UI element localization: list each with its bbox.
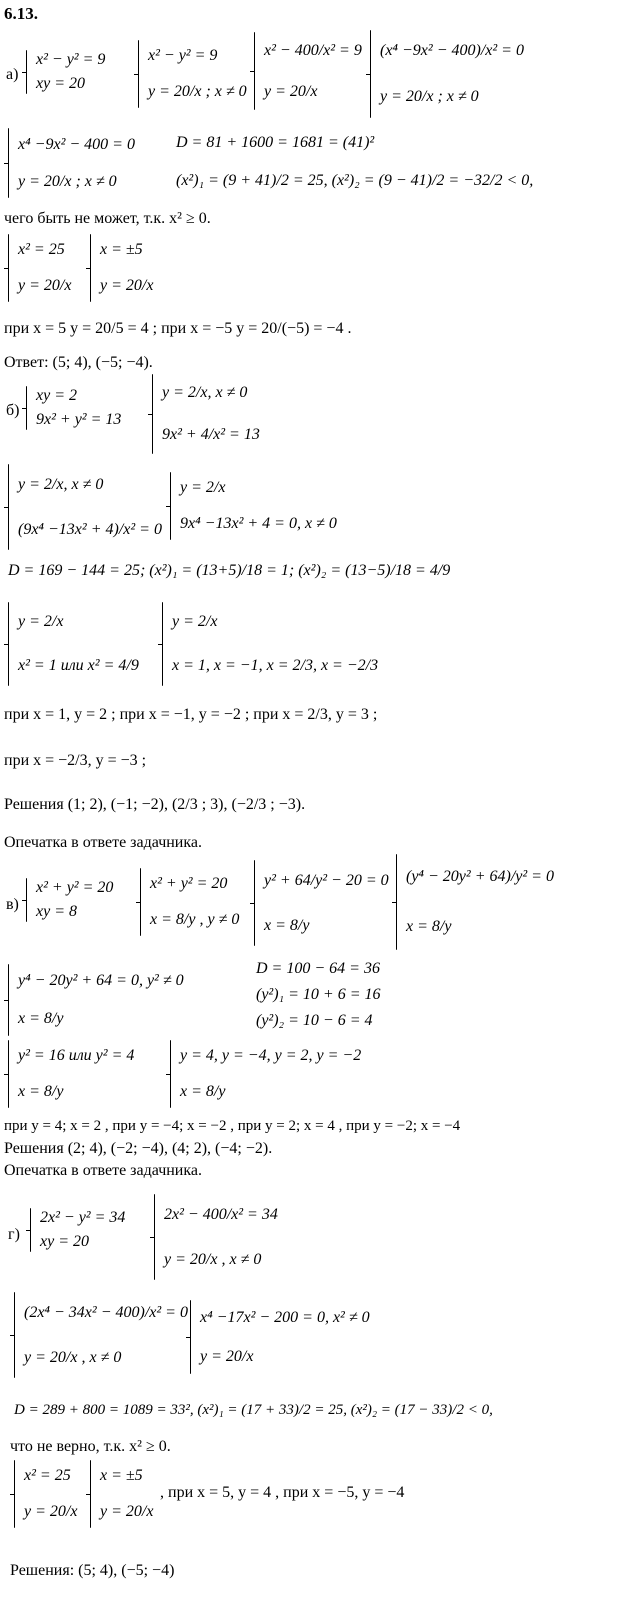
part-a-system-3 <box>250 30 362 112</box>
equation: xy = 20 <box>40 1233 89 1251</box>
equation: y = 4, y = −4, y = 2, y = −2 <box>180 1047 362 1065</box>
equation: x² − y² = 9 <box>148 47 218 65</box>
part-c-typo-note: Опечатка в ответе задачника. <box>4 1162 202 1179</box>
part-b-system-4 <box>166 470 337 542</box>
part-a-answer: Ответ: (5; 4), (−5; −4). <box>4 354 153 371</box>
problem-number: 6.13. <box>4 4 38 23</box>
equation: x = 8/y <box>18 1010 64 1028</box>
equation: x² = 25 <box>24 1467 71 1485</box>
equation: y = 20/x <box>264 82 318 100</box>
equation: y = 20/x , x ≠ 0 <box>164 1250 262 1268</box>
part-a-system-1 <box>22 48 105 96</box>
part-a-note: чего быть не может, т.к. x² ≥ 0. <box>4 210 211 227</box>
part-c-system-6 <box>4 1038 134 1110</box>
equation: x = 1, x = −1, x = 2/3, x = −2/3 <box>172 657 379 675</box>
part-b-system-2 <box>148 372 260 456</box>
equation: y² + 64/y² − 20 = 0 <box>264 871 389 889</box>
part-a-system-4 <box>366 28 524 120</box>
part-b-values-2: при x = −2/3, y = −3 ; <box>4 752 147 769</box>
equation: x² + y² = 20 <box>150 875 228 893</box>
equation: (y⁴ − 20y² + 64)/y² = 0 <box>406 868 554 886</box>
equation: x² = 1 или x² = 4/9 <box>18 657 139 675</box>
part-b-values-1: при x = 1, y = 2 ; при x = −1, y = −2 ; при x = 2/3, y = 3 ; <box>4 706 378 723</box>
part-c-system-1 <box>22 876 113 924</box>
part-d-discriminant: D = 289 + 800 = 1089 = 33², (x²)₁ = (17 + 33)/2 = 25, (x²)₂ = (17 − 33)/2 < 0, <box>14 1402 493 1418</box>
part-c-solutions: Решения (2; 4), (−2; −4), (4; 2), (−4; −2). <box>4 1140 273 1157</box>
equation: x⁴ −9x² − 400 = 0 <box>18 135 135 153</box>
equation: y = 2/x, x ≠ 0 <box>18 475 104 493</box>
part-b-typo-note: Опечатка в ответе задачника. <box>4 834 202 851</box>
part-d-solutions: Решения: (5; 4), (−5; −4) <box>10 1562 175 1579</box>
equation: xy = 2 <box>36 387 77 405</box>
equation: x² − y² = 9 <box>36 51 106 69</box>
equation: x = 8/y <box>18 1083 64 1101</box>
part-a-system-5 <box>4 126 135 200</box>
equation: y = 20/x <box>100 277 154 295</box>
part-a-system-6 <box>4 232 71 304</box>
part-a-roots: (x²)₁ = (9 + 41)/2 = 25, (x²)₂ = (9 − 41)/2 = −32/2 < 0, <box>176 172 534 189</box>
equation: x = ±5 <box>100 1467 143 1485</box>
equation: y = 20/x <box>200 1347 254 1365</box>
part-b-discriminant: D = 169 − 144 = 25; (x²)₁ = (13+5)/18 = 1; (x²)₂ = (13−5)/18 = 4/9 <box>8 562 451 579</box>
equation: x = ±5 <box>100 241 143 259</box>
part-c-system-3 <box>250 858 389 948</box>
part-c-system-2 <box>136 866 239 938</box>
part-c-discriminant: D = 100 − 64 = 36 <box>256 960 380 977</box>
equation: y = 20/x <box>100 1503 154 1521</box>
equation: y = 20/x <box>18 277 72 295</box>
equation: x⁴ −17x² − 200 = 0, x² ≠ 0 <box>200 1308 370 1326</box>
part-a-values: при x = 5 y = 20/5 = 4 ; при x = −5 y = 20/(−5) = −4 . <box>4 320 352 337</box>
equation: y = 20/x ; x ≠ 0 <box>148 83 247 101</box>
equation: xy = 20 <box>36 75 85 93</box>
equation: y⁴ − 20y² + 64 = 0, y² ≠ 0 <box>18 972 184 990</box>
part-a-label: а) <box>6 66 19 83</box>
part-b-system-5 <box>4 600 139 688</box>
equation: 9x² + y² = 13 <box>36 411 122 429</box>
equation: x = 8/y <box>264 916 310 934</box>
equation: x² + y² = 20 <box>36 879 114 897</box>
part-d-system-4 <box>186 1298 370 1376</box>
equation: y = 20/x ; x ≠ 0 <box>18 172 117 190</box>
part-c-system-5 <box>4 962 184 1038</box>
equation: x² − 400/x² = 9 <box>264 41 362 59</box>
part-d-system-6 <box>86 1458 153 1530</box>
part-a-system-2 <box>134 38 247 110</box>
part-c-values: при y = 4; x = 2 , при y = −4; x = −2 , при y = 2; x = 4 , при y = −2; x = −4 <box>4 1118 461 1134</box>
equation: y² = 16 или y² = 4 <box>18 1047 135 1065</box>
equation: y = 20/x <box>24 1503 78 1521</box>
part-a-system-7 <box>86 232 153 304</box>
part-c-root-1: (y²)₁ = 10 + 6 = 16 <box>256 986 381 1003</box>
equation: x = 8/y <box>406 918 452 936</box>
equation: x² = 25 <box>18 241 65 259</box>
equation: y = 2/x <box>18 613 64 631</box>
part-c-system-7 <box>166 1038 361 1110</box>
part-b-label: б) <box>6 402 20 419</box>
equation: y = 20/x , x ≠ 0 <box>24 1348 122 1366</box>
equation: y = 2/x, x ≠ 0 <box>162 384 248 402</box>
part-d-system-1 <box>26 1206 125 1254</box>
part-d-values: , при x = 5, y = 4 , при x = −5, y = −4 <box>160 1484 405 1501</box>
equation: x = 8/y <box>180 1083 226 1101</box>
part-d-system-5 <box>10 1458 77 1530</box>
part-b-solutions: Решения (1; 2), (−1; −2), (2/3 ; 3), (−2/3 ; −3). <box>4 796 306 813</box>
part-d-note: что не верно, т.к. x² ≥ 0. <box>10 1438 171 1455</box>
part-d-label: г) <box>8 1226 20 1243</box>
equation: 2x² − y² = 34 <box>40 1209 126 1227</box>
part-a-discriminant: D = 81 + 1600 = 1681 = (41)² <box>176 134 375 151</box>
equation: (9x⁴ −13x² + 4)/x² = 0 <box>18 520 162 538</box>
equation: 9x⁴ −13x² + 4 = 0, x ≠ 0 <box>180 515 337 533</box>
equation: y = 2/x <box>180 479 226 497</box>
equation: y = 20/x ; x ≠ 0 <box>380 88 479 106</box>
part-c-root-2: (y²)₂ = 10 − 6 = 4 <box>256 1012 373 1029</box>
part-c-label: в) <box>6 896 19 913</box>
part-d-system-3 <box>10 1290 188 1380</box>
equation: x = 8/y , y ≠ 0 <box>150 911 240 929</box>
equation: (x⁴ −9x² − 400)/x² = 0 <box>380 42 524 60</box>
equation: y = 2/x <box>172 613 218 631</box>
part-b-system-1 <box>22 384 121 432</box>
part-b-system-6 <box>158 600 378 688</box>
part-c-system-4 <box>392 852 554 952</box>
equation: xy = 8 <box>36 903 77 921</box>
equation: 9x² + 4/x² = 13 <box>162 426 260 444</box>
part-d-system-2 <box>150 1192 278 1282</box>
part-b-system-3 <box>4 462 162 552</box>
equation: 2x² − 400/x² = 34 <box>164 1205 278 1223</box>
equation: (2x⁴ − 34x² − 400)/x² = 0 <box>24 1303 188 1321</box>
